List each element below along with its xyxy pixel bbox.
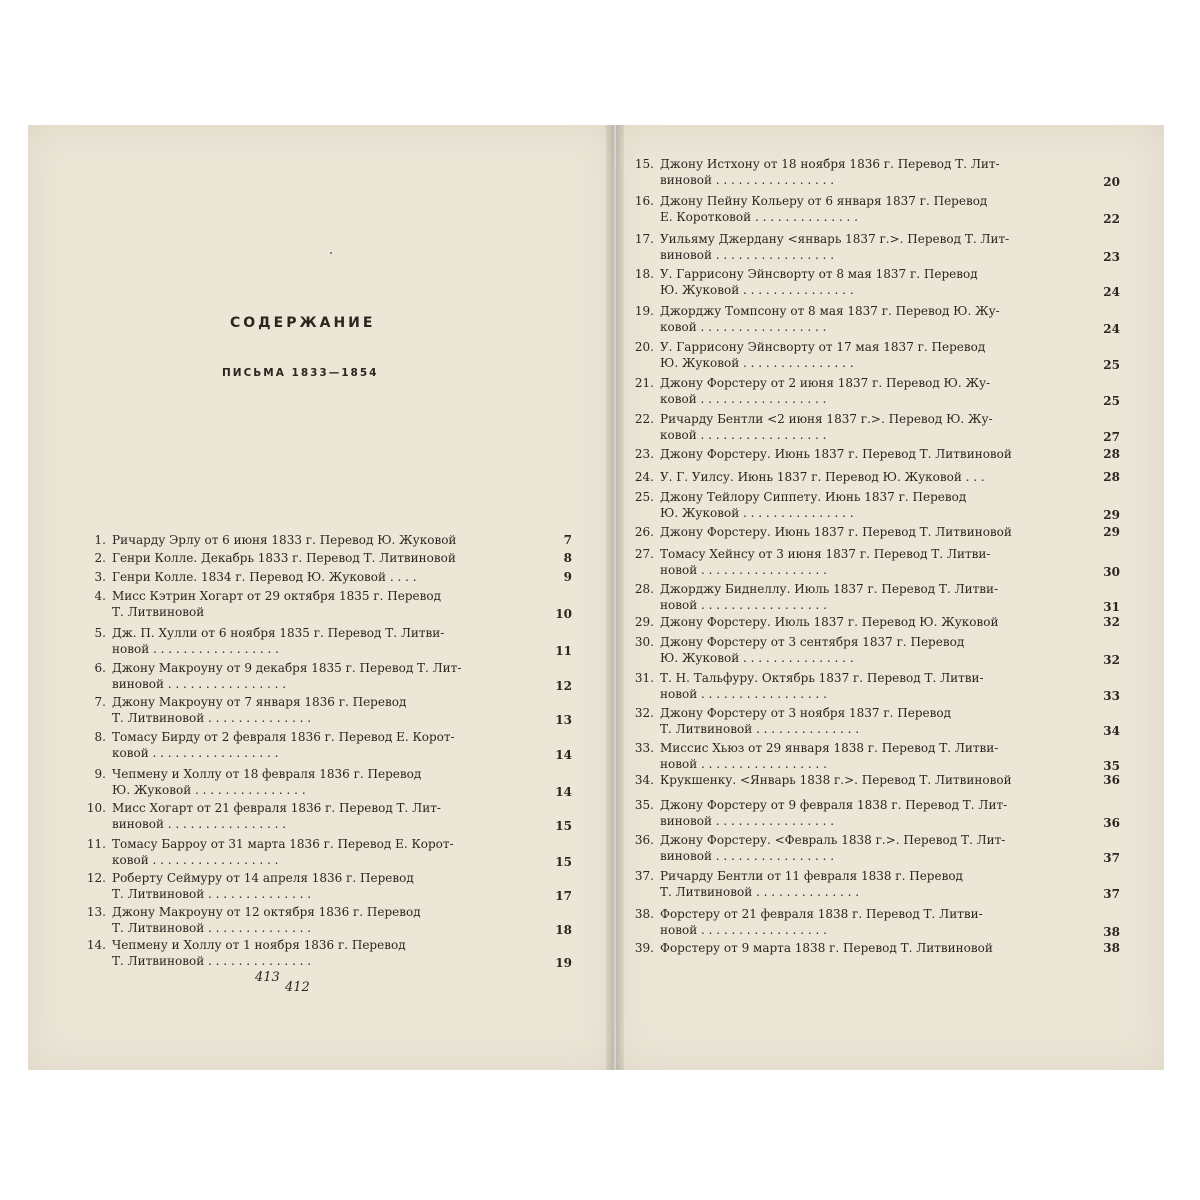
toc-entry bbox=[82, 836, 572, 870]
entry-page-number: 24 bbox=[1103, 322, 1120, 336]
book-gutter bbox=[606, 125, 624, 1070]
toc-entry bbox=[630, 193, 1120, 227]
entry-text-continued: Т. Литвиновой bbox=[112, 605, 205, 619]
entry-text: Миссис Хьюз от 29 января 1838 г. Перевод Т. Литви- bbox=[660, 741, 999, 755]
entry-page-number: 38 bbox=[1103, 941, 1120, 955]
entry-text-continued: Т. Литвиновой . . . . . . . . . . . . . . bbox=[112, 887, 312, 901]
entry-number: 11. bbox=[86, 837, 106, 851]
entry-text-continued: виновой . . . . . . . . . . . . . . . . bbox=[112, 817, 287, 831]
print-speck bbox=[330, 252, 332, 254]
entry-page-number: 37 bbox=[1103, 887, 1120, 901]
toc-entry bbox=[630, 634, 1120, 668]
entry-number: 7. bbox=[94, 695, 106, 709]
entry-text-continued: Ю. Жуковой . . . . . . . . . . . . . . . bbox=[112, 783, 306, 797]
entry-page-number: 15 bbox=[555, 855, 572, 869]
toc-entry bbox=[630, 670, 1120, 704]
entry-text: У. Гаррисону Эйнсворту от 17 мая 1837 г. Перевод bbox=[660, 340, 986, 354]
toc-entry bbox=[630, 524, 1120, 542]
entry-text-continued: ковой . . . . . . . . . . . . . . . . . bbox=[112, 746, 279, 760]
entry-text-continued: новой . . . . . . . . . . . . . . . . . bbox=[660, 757, 827, 771]
entry-page-number: 27 bbox=[1103, 430, 1120, 444]
entry-page-number: 31 bbox=[1103, 600, 1120, 614]
entry-number: 24. bbox=[634, 470, 654, 484]
toc-entry bbox=[630, 546, 1120, 580]
entry-page-number: 30 bbox=[1103, 565, 1120, 579]
entry-number: 4. bbox=[94, 589, 106, 603]
entry-number: 10. bbox=[86, 801, 106, 815]
entry-page-number: 32 bbox=[1103, 615, 1120, 629]
entry-text-continued: новой . . . . . . . . . . . . . . . . . bbox=[660, 923, 827, 937]
toc-entry bbox=[82, 550, 572, 568]
entry-number: 34. bbox=[634, 773, 654, 787]
entry-text-continued: виновой . . . . . . . . . . . . . . . . bbox=[660, 248, 835, 262]
toc-entry bbox=[82, 729, 572, 763]
entry-page-number: 17 bbox=[555, 889, 572, 903]
entry-text: У. Г. Уилсу. Июнь 1837 г. Перевод Ю. Жуковой . . . bbox=[660, 470, 985, 484]
entry-page-number: 34 bbox=[1103, 724, 1120, 738]
entry-page-number: 22 bbox=[1103, 212, 1120, 226]
toc-entry bbox=[630, 446, 1120, 464]
toc-entry bbox=[630, 614, 1120, 632]
entry-number: 30. bbox=[634, 635, 654, 649]
toc-entry bbox=[82, 904, 572, 938]
entry-text: Дж. П. Хулли от 6 ноября 1835 г. Перевод Т. Литви- bbox=[112, 626, 445, 640]
toc-entry bbox=[82, 569, 572, 587]
toc-section-heading: ПИСЬМА 1833—1854 bbox=[222, 367, 379, 379]
entry-page-number: 23 bbox=[1103, 250, 1120, 264]
entry-text: Ричарду Бентли <2 июня 1837 г.>. Перевод Ю. Жу- bbox=[660, 412, 993, 426]
entry-number: 38. bbox=[634, 907, 654, 921]
entry-number: 20. bbox=[634, 340, 654, 354]
entry-number: 36. bbox=[634, 833, 654, 847]
entry-text: Джону Форстеру от 3 сентября 1837 г. Перевод bbox=[660, 635, 965, 649]
entry-page-number: 29 bbox=[1103, 525, 1120, 539]
toc-entry bbox=[630, 581, 1120, 615]
entry-text: Джону Макроуну от 9 декабря 1835 г. Перевод Т. Лит- bbox=[112, 661, 462, 675]
entry-number: 21. bbox=[634, 376, 654, 390]
entry-text: Крукшенку. <Январь 1838 г.>. Перевод Т. Литвиновой bbox=[660, 773, 1012, 787]
toc-entry bbox=[82, 588, 572, 622]
entry-text-continued: Т. Литвиновой . . . . . . . . . . . . . . bbox=[660, 722, 860, 736]
entry-page-number: 36 bbox=[1103, 773, 1120, 787]
entry-text-continued: виновой . . . . . . . . . . . . . . . . bbox=[112, 677, 287, 691]
entry-text: Джону Истхону от 18 ноября 1836 г. Перевод Т. Лит- bbox=[660, 157, 1000, 171]
toc-entry bbox=[630, 772, 1120, 790]
entry-text-continued: Ю. Жуковой . . . . . . . . . . . . . . . bbox=[660, 506, 854, 520]
entry-text: Ричарду Эрлу от 6 июня 1833 г. Перевод Ю. Жуковой bbox=[112, 533, 457, 547]
entry-page-number: 36 bbox=[1103, 816, 1120, 830]
entry-number: 14. bbox=[86, 938, 106, 952]
entry-number: 39. bbox=[634, 941, 654, 955]
entry-number: 17. bbox=[634, 232, 654, 246]
toc-entry bbox=[630, 906, 1120, 940]
toc-entry bbox=[630, 339, 1120, 373]
entry-text: Джону Форстеру от 3 ноября 1837 г. Перевод bbox=[660, 706, 951, 720]
entry-number: 12. bbox=[86, 871, 106, 885]
entry-text: Джону Форстеру. Июнь 1837 г. Перевод Т. Литвиновой bbox=[660, 447, 1012, 461]
entry-text-continued: ковой . . . . . . . . . . . . . . . . . bbox=[112, 853, 279, 867]
entry-text: Джону Форстеру. Июль 1837 г. Перевод Ю. Жуковой bbox=[660, 615, 999, 629]
entry-text: Уильяму Джердану <январь 1837 г.>. Перевод Т. Лит- bbox=[660, 232, 1010, 246]
entry-number: 6. bbox=[94, 661, 106, 675]
entry-text-continued: виновой . . . . . . . . . . . . . . . . bbox=[660, 173, 835, 187]
toc-entry bbox=[630, 375, 1120, 409]
entry-text: Джону Макроуну от 7 января 1836 г. Перевод bbox=[112, 695, 407, 709]
entry-number: 23. bbox=[634, 447, 654, 461]
entry-number: 16. bbox=[634, 194, 654, 208]
entry-number: 29. bbox=[634, 615, 654, 629]
entry-text: Форстеру от 21 февраля 1838 г. Перевод Т. Литви- bbox=[660, 907, 983, 921]
entry-page-number: 12 bbox=[555, 679, 572, 693]
entry-page-number: 24 bbox=[1103, 285, 1120, 299]
page-number-left: 412 bbox=[285, 980, 310, 995]
entry-text-continued: новой . . . . . . . . . . . . . . . . . bbox=[660, 598, 827, 612]
entry-text: Т. Н. Тальфуру. Октябрь 1837 г. Перевод Т. Литви- bbox=[660, 671, 984, 685]
entry-number: 27. bbox=[634, 547, 654, 561]
entry-page-number: 13 bbox=[555, 713, 572, 727]
toc-entry bbox=[630, 469, 1120, 487]
toc-entry bbox=[82, 766, 572, 800]
entry-page-number: 11 bbox=[555, 644, 572, 658]
entry-text: Джону Макроуну от 12 октября 1836 г. Перевод bbox=[112, 905, 421, 919]
toc-entry bbox=[82, 532, 572, 550]
entry-text-continued: Ю. Жуковой . . . . . . . . . . . . . . . bbox=[660, 356, 854, 370]
entry-page-number: 25 bbox=[1103, 394, 1120, 408]
entry-number: 8. bbox=[94, 730, 106, 744]
entry-text: Джону Форстеру. <Февраль 1838 г.>. Перевод Т. Лит- bbox=[660, 833, 1006, 847]
entry-page-number: 20 bbox=[1103, 175, 1120, 189]
entry-text: Роберту Сеймуру от 14 апреля 1836 г. Перевод bbox=[112, 871, 414, 885]
entry-text: Генри Колле. 1834 г. Перевод Ю. Жуковой . . . . bbox=[112, 570, 417, 584]
entry-number: 5. bbox=[94, 626, 106, 640]
entry-number: 13. bbox=[86, 905, 106, 919]
entry-number: 3. bbox=[94, 570, 106, 584]
entry-number: 15. bbox=[634, 157, 654, 171]
entry-text: Чепмену и Холлу от 18 февраля 1836 г. Перевод bbox=[112, 767, 422, 781]
toc-entry bbox=[630, 797, 1120, 831]
entry-text-continued: Т. Литвиновой . . . . . . . . . . . . . . bbox=[112, 711, 312, 725]
entry-number: 22. bbox=[634, 412, 654, 426]
entry-page-number: 18 bbox=[555, 923, 572, 937]
entry-text: Джону Форстеру от 2 июня 1837 г. Перевод Ю. Жу- bbox=[660, 376, 991, 390]
entry-text: Джону Пейну Кольеру от 6 января 1837 г. Перевод bbox=[660, 194, 988, 208]
toc-entry bbox=[630, 740, 1120, 774]
entry-text: Джорджу Биднеллу. Июль 1837 г. Перевод Т. Литви- bbox=[660, 582, 999, 596]
entry-page-number: 14 bbox=[555, 785, 572, 799]
entry-number: 2. bbox=[94, 551, 106, 565]
entry-text: Джорджу Томпсону от 8 мая 1837 г. Перевод Ю. Жу- bbox=[660, 304, 1000, 318]
entry-page-number: 9 bbox=[563, 570, 572, 584]
entry-text-continued: Ю. Жуковой . . . . . . . . . . . . . . . bbox=[660, 283, 854, 297]
entry-number: 37. bbox=[634, 869, 654, 883]
entry-number: 35. bbox=[634, 798, 654, 812]
entry-text-continued: виновой . . . . . . . . . . . . . . . . bbox=[660, 814, 835, 828]
toc-entry bbox=[82, 694, 572, 728]
entry-text-continued: виновой . . . . . . . . . . . . . . . . bbox=[660, 849, 835, 863]
entry-page-number: 35 bbox=[1103, 759, 1120, 773]
entry-text-continued: Ю. Жуковой . . . . . . . . . . . . . . . bbox=[660, 651, 854, 665]
entry-text: Ричарду Бентли от 11 февраля 1838 г. Перевод bbox=[660, 869, 963, 883]
entry-text: Томасу Барроу от 31 марта 1836 г. Перевод Е. Корот- bbox=[112, 837, 454, 851]
entry-text: Джону Форстеру от 9 февраля 1838 г. Перевод Т. Лит- bbox=[660, 798, 1008, 812]
entry-number: 32. bbox=[634, 706, 654, 720]
entry-text: Джону Форстеру. Июнь 1837 г. Перевод Т. Литвиновой bbox=[660, 525, 1012, 539]
entry-page-number: 10 bbox=[555, 607, 572, 621]
entry-number: 25. bbox=[634, 490, 654, 504]
toc-entry bbox=[630, 411, 1120, 445]
toc-entry bbox=[82, 870, 572, 904]
entry-page-number: 25 bbox=[1103, 358, 1120, 372]
entry-text-continued: Т. Литвиновой . . . . . . . . . . . . . . bbox=[112, 921, 312, 935]
entry-number: 26. bbox=[634, 525, 654, 539]
entry-number: 19. bbox=[634, 304, 654, 318]
entry-text-continued: ковой . . . . . . . . . . . . . . . . . bbox=[660, 320, 827, 334]
entry-page-number: 15 bbox=[555, 819, 572, 833]
entry-number: 28. bbox=[634, 582, 654, 596]
entry-text: У. Гаррисону Эйнсворту от 8 мая 1837 г. Перевод bbox=[660, 267, 978, 281]
entry-text: Мисс Хогарт от 21 февраля 1836 г. Перевод Т. Лит- bbox=[112, 801, 441, 815]
entry-number: 9. bbox=[94, 767, 106, 781]
toc-entry bbox=[82, 625, 572, 659]
toc-title: СОДЕРЖАНИЕ bbox=[230, 315, 376, 331]
entry-text: Форстеру от 9 марта 1838 г. Перевод Т. Литвиновой bbox=[660, 941, 993, 955]
toc-entry bbox=[630, 868, 1120, 902]
entry-text-continued: новой . . . . . . . . . . . . . . . . . bbox=[660, 687, 827, 701]
entry-text: Чепмену и Холлу от 1 ноября 1836 г. Перевод bbox=[112, 938, 406, 952]
entry-number: 33. bbox=[634, 741, 654, 755]
entry-text: Мисс Кэтрин Хогарт от 29 октября 1835 г. Перевод bbox=[112, 589, 441, 603]
toc-entry bbox=[630, 489, 1120, 523]
toc-entry bbox=[82, 660, 572, 694]
entry-page-number: 38 bbox=[1103, 925, 1120, 939]
toc-entry bbox=[630, 303, 1120, 337]
entry-text-continued: Т. Литвиновой . . . . . . . . . . . . . . bbox=[660, 885, 860, 899]
entry-text-continued: ковой . . . . . . . . . . . . . . . . . bbox=[660, 392, 827, 406]
toc-entry bbox=[630, 940, 1120, 958]
entry-page-number: 8 bbox=[563, 551, 572, 565]
entry-text: Джону Тейлору Сиппету. Июнь 1837 г. Перевод bbox=[660, 490, 967, 504]
toc-entry bbox=[82, 937, 572, 971]
entry-page-number: 37 bbox=[1103, 851, 1120, 865]
entry-page-number: 28 bbox=[1103, 447, 1120, 461]
entry-text-continued: новой . . . . . . . . . . . . . . . . . bbox=[112, 642, 279, 656]
entry-page-number: 32 bbox=[1103, 653, 1120, 667]
entry-number: 31. bbox=[634, 671, 654, 685]
entry-text: Томасу Хейнсу от 3 июня 1837 г. Перевод Т. Литви- bbox=[660, 547, 991, 561]
toc-entry bbox=[630, 832, 1120, 866]
toc-entry bbox=[82, 800, 572, 834]
entry-text: Томасу Бирду от 2 февраля 1836 г. Перевод Е. Корот- bbox=[112, 730, 455, 744]
entry-number: 1. bbox=[94, 533, 106, 547]
entry-page-number: 14 bbox=[555, 748, 572, 762]
entry-page-number: 29 bbox=[1103, 508, 1120, 522]
entry-page-number: 19 bbox=[555, 956, 572, 970]
entry-text: Генри Колле. Декабрь 1833 г. Перевод Т. Литвиновой bbox=[112, 551, 456, 565]
toc-entry bbox=[630, 156, 1120, 190]
toc-entry bbox=[630, 231, 1120, 265]
entry-text-continued: новой . . . . . . . . . . . . . . . . . bbox=[660, 563, 827, 577]
entry-text-continued: Е. Коротковой . . . . . . . . . . . . . . bbox=[660, 210, 858, 224]
entry-number: 18. bbox=[634, 267, 654, 281]
entry-page-number: 33 bbox=[1103, 689, 1120, 703]
toc-entry bbox=[630, 705, 1120, 739]
entry-text-continued: Т. Литвиновой . . . . . . . . . . . . . . bbox=[112, 954, 312, 968]
entry-text-continued: ковой . . . . . . . . . . . . . . . . . bbox=[660, 428, 827, 442]
entry-page-number: 7 bbox=[563, 533, 572, 547]
entry-page-number: 28 bbox=[1103, 470, 1120, 484]
page-number-right: 413 bbox=[255, 970, 280, 985]
toc-entry bbox=[630, 266, 1120, 300]
